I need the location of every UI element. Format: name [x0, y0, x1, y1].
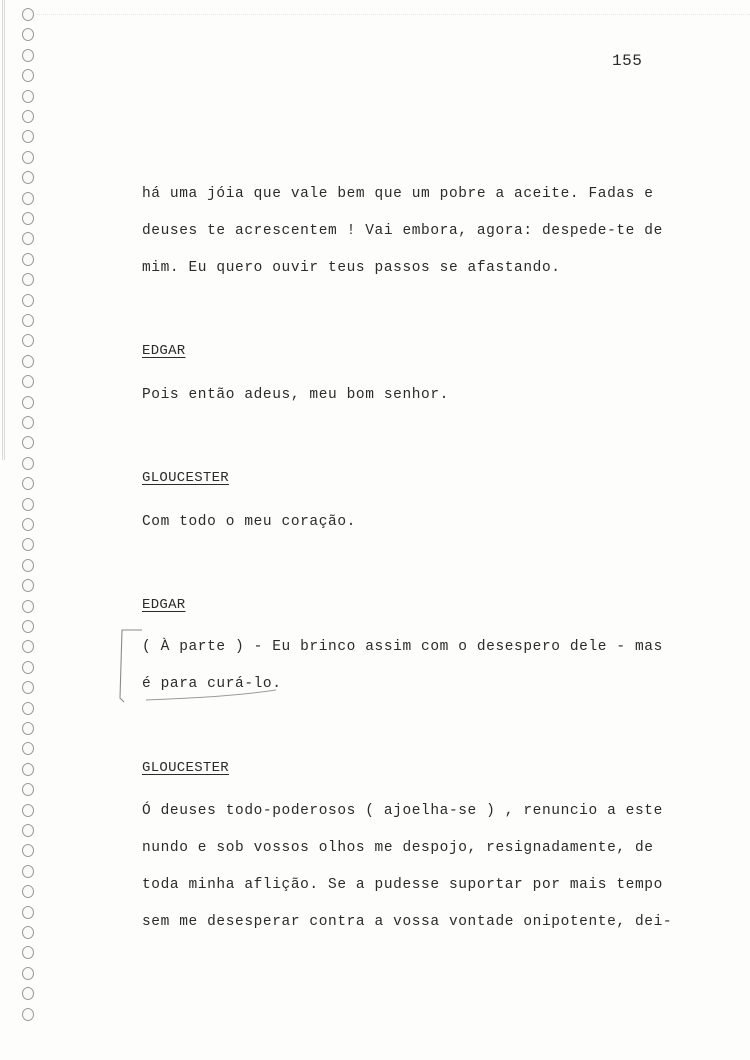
binder-hole [22, 192, 34, 205]
binder-hole [22, 518, 34, 531]
binder-hole [22, 865, 34, 878]
binder-hole [22, 742, 34, 755]
binder-hole [22, 906, 34, 919]
binder-hole [22, 49, 34, 62]
binder-hole [22, 212, 34, 225]
binder-hole [22, 253, 34, 266]
binder-hole [22, 355, 34, 368]
binder-hole [22, 600, 34, 613]
binder-hole [22, 987, 34, 1000]
binder-hole [22, 579, 34, 592]
binder-hole [22, 681, 34, 694]
binder-hole [22, 844, 34, 857]
binder-hole [22, 69, 34, 82]
binder-hole [22, 110, 34, 123]
handwritten-bracket [116, 624, 286, 704]
binder-hole [22, 457, 34, 470]
text-line: Com todo o meu coração. [142, 514, 356, 530]
binder-hole [22, 538, 34, 551]
binder-hole [22, 171, 34, 184]
text-line: sem me desesperar contra a vossa vontade onipotente, dei- [142, 914, 673, 930]
binder-hole [22, 416, 34, 429]
binder-hole [22, 334, 34, 347]
text-line: deuses te acrescentem ! Vai embora, agora: despede-te de [142, 223, 663, 239]
binder-holes-strip [0, 0, 36, 1060]
binder-hole [22, 620, 34, 633]
binder-hole [22, 640, 34, 653]
page-number: 155 [612, 52, 643, 70]
binder-hole [22, 90, 34, 103]
binder-hole [22, 314, 34, 327]
text-line: Ó deuses todo-poderosos ( ajoelha-se ) , renuncio a este [142, 803, 663, 819]
binder-edge [2, 0, 6, 460]
binder-hole [22, 273, 34, 286]
binder-hole [22, 702, 34, 715]
binder-hole [22, 804, 34, 817]
top-rule [36, 14, 750, 15]
text-line: nundo e sob vossos olhos me despojo, resignadamente, de [142, 840, 654, 856]
speaker-name: GLOUCESTER [142, 760, 230, 776]
binder-hole [22, 498, 34, 511]
binder-hole [22, 722, 34, 735]
binder-hole [22, 885, 34, 898]
binder-hole [22, 967, 34, 980]
binder-hole [22, 661, 34, 674]
text-line: mim. Eu quero ouvir teus passos se afastando. [142, 260, 561, 276]
text-line: é para curá-lo. [142, 676, 282, 692]
text-line: Pois então adeus, meu bom senhor. [142, 387, 449, 403]
binder-hole [22, 28, 34, 41]
text-line: toda minha aflição. Se a pudesse suportar por mais tempo [142, 877, 663, 893]
binder-hole [22, 396, 34, 409]
speaker-name: EDGAR [142, 343, 186, 359]
binder-hole [22, 477, 34, 490]
speaker-name: GLOUCESTER [142, 470, 230, 486]
text-line: ( À parte ) - Eu brinco assim com o desespero dele - mas [142, 639, 663, 655]
binder-hole [22, 559, 34, 572]
speaker-name: EDGAR [142, 597, 186, 613]
binder-hole [22, 926, 34, 939]
binder-hole [22, 375, 34, 388]
binder-hole [22, 763, 34, 776]
binder-hole [22, 294, 34, 307]
binder-hole [22, 946, 34, 959]
binder-hole [22, 436, 34, 449]
binder-hole [22, 232, 34, 245]
binder-hole [22, 1008, 34, 1021]
binder-hole [22, 151, 34, 164]
binder-hole [22, 8, 34, 21]
binder-hole [22, 824, 34, 837]
text-line: há uma jóia que vale bem que um pobre a aceite. Fadas e [142, 186, 654, 202]
binder-hole [22, 130, 34, 143]
binder-hole [22, 783, 34, 796]
